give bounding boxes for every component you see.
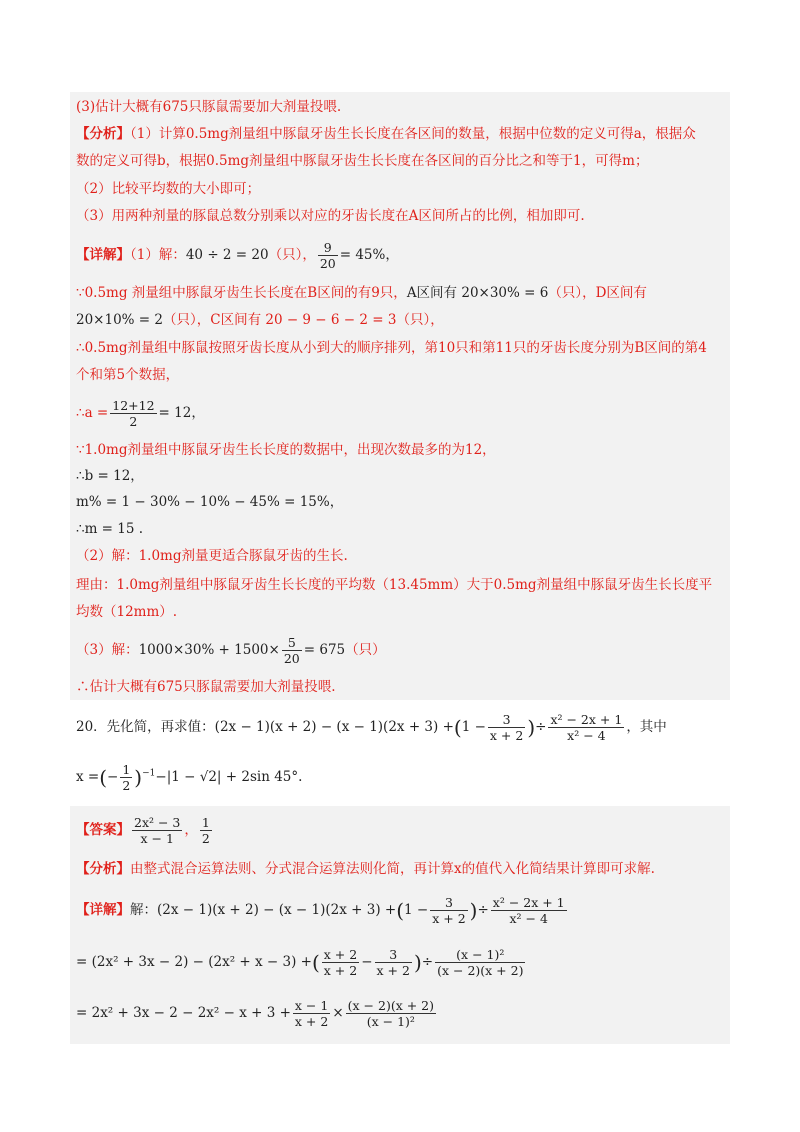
text-line: 20×10% = 2（只），C区间有 20 − 9 − 6 − 2 = 3（只）， (76, 312, 444, 328)
analysis-line: 【分析】（1）计算0.5mg剂量组中豚鼠牙齿生长长度在各区间的数量，根据中位数的定义可得a，根据众 (76, 126, 696, 142)
math-line: m% = 1 − 30% − 10% − 45% = 15%， (76, 494, 344, 510)
text-line: ∵0.5mg 剂量组中豚鼠牙齿生长长度在B区间的有9只，A区间有 20×30% = 6（只），D区间有 (76, 285, 647, 301)
analysis-line: 【分析】由整式混合运算法则、分式混合运算法则化简，再计算x的值代入化简结果计算即可求解. (76, 861, 655, 877)
text-line: ∵1.0mg剂量组中豚鼠牙齿生长长度的数据中，出现次数最多的为12， (76, 442, 496, 458)
text-line: 个和第5个数据， (76, 367, 180, 383)
math-line: ∴m = 15 . (76, 521, 144, 537)
text-line: （3）用两种剂量的豚鼠总数分别乘以对应的牙齿长度在A区间所占的比例，相加即可. (76, 208, 585, 224)
text-line: 均数（12mm）. (76, 604, 178, 620)
detail-line: 【详解】（1）解：40 ÷ 2 = 20（只）， $\frac{9}{20}$ = 45%， (76, 240, 399, 271)
math-line: ∴a = $\frac{12+12}{2}$ = 12， (76, 398, 205, 429)
text-line: ∴估计大概有675只豚鼠需要加大剂量投喂. (76, 679, 336, 695)
text-line: （2）解：1.0mg剂量更适合豚鼠牙齿的生长. (76, 548, 348, 564)
math-line: = (2x² + 3x − 2) − (2x² + x − 3) +( $\frac{x + 2}{x + 2}$ − $\frac{3}{x + 2}$ )÷ $\frac{\text{(x − 1)²}}{(x - 2)(x + 2)}$ (76, 947, 524, 978)
math-line: ∴b = 12， (76, 468, 144, 484)
math-line: （3）解：1000×30% + 1500× $\frac{5}{20}$ = 675（只） (76, 635, 386, 666)
text-line: (3)估计大概有675只豚鼠需要加大剂量投喂. (76, 99, 342, 115)
text-line: （2）比较平均数的大小即可； (76, 181, 261, 197)
answer-line: 【答案】 $\frac{\text{2x² − 3}}{x - 1}$ ， $\frac{1}{2}$ (76, 815, 210, 846)
question-line: x =(− $\frac{1}{2}$ )$^{-1}$−|1 − √2| + 2sin 45°. (76, 762, 303, 793)
text-line: 理由：1.0mg剂量组中豚鼠牙齿生长长度的平均数（13.45mm）大于0.5mg剂量组中豚鼠牙齿生长长度平 (76, 577, 713, 593)
text-line: ∴0.5mg剂量组中豚鼠按照牙齿长度从小到大的顺序排列，第10只和第11只的牙齿长度分别为B区间的第4 (76, 340, 707, 356)
math-line: = 2x² + 3x − 2 − 2x² − x + 3 + $\frac{x - 1}{x + 2}$ × $\frac{(x - 2)(x + 2)}{\text{(x − 1)²}}$ (76, 998, 435, 1029)
text-line: 数的定义可得b，根据0.5mg剂量组中豚鼠牙齿生长长度在各区间的百分比之和等于1，可得m； (76, 153, 649, 169)
detail-line: 【详解】解：(2x − 1)(x + 2) − (x − 1)(2x + 3) +(1 − $\frac{3}{x + 2}$ )÷ $\frac{\text{x² − 2x + 1}}{\text{x² − 4}}$ (76, 895, 565, 926)
question-line: 20．先化简，再求值：(2x − 1)(x + 2) − (x − 1)(2x + 3) +(1 − $\frac{3}{x + 2}$ )÷ $\frac{\text{x² − 2x + 1}}{\text{x² − 4}}$ ，其中 (76, 712, 667, 743)
